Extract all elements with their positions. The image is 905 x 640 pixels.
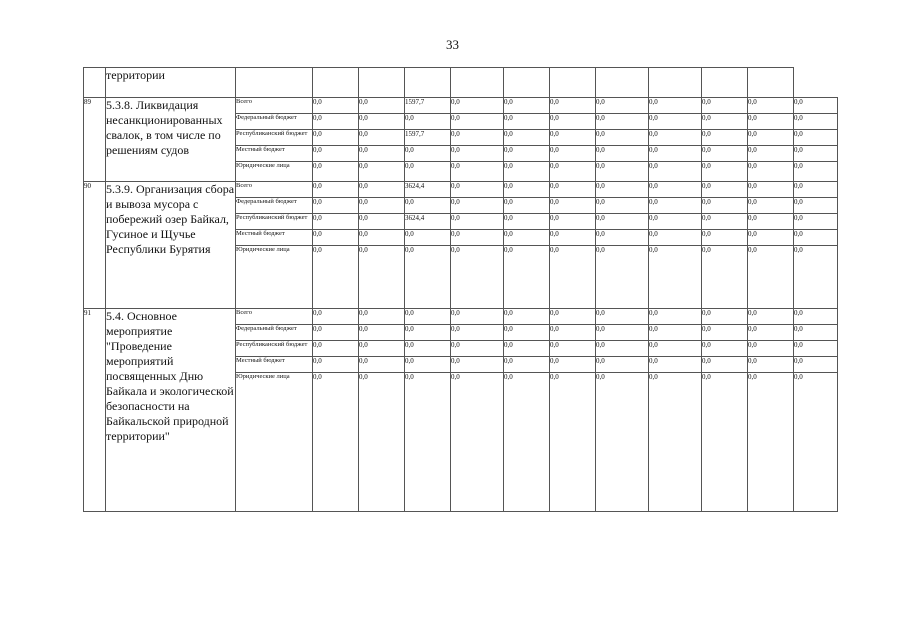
table-row <box>84 182 838 198</box>
value-cell: 0,0 <box>313 309 359 325</box>
funding-source-cell: Всего <box>236 182 313 198</box>
value-cell: 0,0 <box>748 246 794 309</box>
value-cell: 0,0 <box>359 341 405 357</box>
value-cell: 0,0 <box>313 130 359 146</box>
value-cell <box>748 68 794 98</box>
value-cell: 0,0 <box>359 246 405 309</box>
value-cell: 0,0 <box>702 162 748 182</box>
value-cell: 0,0 <box>359 230 405 246</box>
value-cell: 0,0 <box>649 246 702 309</box>
value-cell: 0,0 <box>794 114 838 130</box>
value-cell: 0,0 <box>748 114 794 130</box>
value-cell: 0,0 <box>596 214 649 230</box>
value-cell: 0,0 <box>550 146 596 162</box>
value-cell: 0,0 <box>702 341 748 357</box>
value-cell: 0,0 <box>550 114 596 130</box>
value-cell: 0,0 <box>313 246 359 309</box>
value-cell: 0,0 <box>504 214 550 230</box>
value-cell: 0,0 <box>359 357 405 373</box>
value-cell: 0,0 <box>359 325 405 341</box>
value-cell: 0,0 <box>313 182 359 198</box>
value-cell: 0,0 <box>794 341 838 357</box>
value-cell: 0,0 <box>702 198 748 214</box>
value-cell: 0,0 <box>504 146 550 162</box>
funding-source-cell: Федеральный бюджет <box>236 114 313 130</box>
value-cell: 0,0 <box>451 146 504 162</box>
value-cell: 0,0 <box>359 373 405 512</box>
value-cell: 0,0 <box>504 246 550 309</box>
value-cell <box>550 68 596 98</box>
value-cell <box>702 68 748 98</box>
value-cell: 0,0 <box>359 146 405 162</box>
value-cell: 0,0 <box>702 373 748 512</box>
value-cell: 0,0 <box>748 309 794 325</box>
budget-table <box>83 67 838 512</box>
value-cell: 0,0 <box>550 246 596 309</box>
table-row <box>84 98 838 114</box>
value-cell: 0,0 <box>649 130 702 146</box>
value-cell: 0,0 <box>794 162 838 182</box>
value-cell: 0,0 <box>702 114 748 130</box>
funding-source-cell: Юридические лица <box>236 246 313 309</box>
funding-source-cell: Местный бюджет <box>236 146 313 162</box>
value-cell: 0,0 <box>451 230 504 246</box>
value-cell: 0,0 <box>596 341 649 357</box>
funding-source-cell: Местный бюджет <box>236 230 313 246</box>
continuation-row <box>84 68 838 98</box>
value-cell: 0,0 <box>649 214 702 230</box>
value-cell: 0,0 <box>504 114 550 130</box>
value-cell: 0,0 <box>649 373 702 512</box>
value-cell: 0,0 <box>313 357 359 373</box>
value-cell: 0,0 <box>649 162 702 182</box>
value-cell <box>359 68 405 98</box>
value-cell: 0,0 <box>794 198 838 214</box>
value-cell: 0,0 <box>794 214 838 230</box>
value-cell: 0,0 <box>550 373 596 512</box>
value-cell: 0,0 <box>313 325 359 341</box>
value-cell: 0,0 <box>451 373 504 512</box>
value-cell: 0,0 <box>405 373 451 512</box>
value-cell: 0,0 <box>702 230 748 246</box>
value-cell: 0,0 <box>794 246 838 309</box>
value-cell: 0,0 <box>504 182 550 198</box>
value-cell: 0,0 <box>748 357 794 373</box>
value-cell: 0,0 <box>313 198 359 214</box>
funding-source-cell: Местный бюджет <box>236 357 313 373</box>
value-cell: 0,0 <box>504 98 550 114</box>
funding-source-cell: Юридические лица <box>236 373 313 512</box>
value-cell: 0,0 <box>649 309 702 325</box>
value-cell: 0,0 <box>313 114 359 130</box>
value-cell: 0,0 <box>748 230 794 246</box>
value-cell: 0,0 <box>451 130 504 146</box>
value-cell: 0,0 <box>596 98 649 114</box>
value-cell: 3624,4 <box>405 214 451 230</box>
value-cell: 0,0 <box>596 146 649 162</box>
funding-source-cell: Всего <box>236 98 313 114</box>
value-cell: 0,0 <box>504 309 550 325</box>
value-cell: 0,0 <box>405 162 451 182</box>
value-cell: 0,0 <box>702 309 748 325</box>
value-cell: 0,0 <box>359 214 405 230</box>
row-number-cell: 89 <box>84 98 106 182</box>
page-number: 33 <box>446 37 459 52</box>
value-cell: 0,0 <box>794 309 838 325</box>
value-cell: 0,0 <box>405 341 451 357</box>
value-cell: 0,0 <box>794 98 838 114</box>
value-cell: 0,0 <box>596 114 649 130</box>
value-cell: 0,0 <box>748 325 794 341</box>
value-cell: 0,0 <box>313 341 359 357</box>
funding-source-cell: Республиканский бюджет <box>236 130 313 146</box>
value-cell: 0,0 <box>649 357 702 373</box>
value-cell: 0,0 <box>702 246 748 309</box>
value-cell: 0,0 <box>359 130 405 146</box>
funding-source-cell: Юридические лица <box>236 162 313 182</box>
value-cell: 0,0 <box>748 341 794 357</box>
value-cell: 0,0 <box>748 214 794 230</box>
value-cell: 0,0 <box>596 373 649 512</box>
funding-source-cell <box>236 68 313 98</box>
value-cell: 0,0 <box>405 325 451 341</box>
value-cell: 0,0 <box>313 230 359 246</box>
table-body <box>84 68 838 512</box>
value-cell: 0,0 <box>596 357 649 373</box>
activity-name-cell: территории <box>106 68 236 98</box>
row-number-cell: 91 <box>84 309 106 512</box>
value-cell: 0,0 <box>794 146 838 162</box>
value-cell <box>313 68 359 98</box>
value-cell: 0,0 <box>451 198 504 214</box>
value-cell: 3624,4 <box>405 182 451 198</box>
value-cell: 0,0 <box>504 341 550 357</box>
value-cell: 0,0 <box>596 182 649 198</box>
value-cell: 0,0 <box>405 230 451 246</box>
value-cell: 0,0 <box>451 182 504 198</box>
activity-name-cell: 5.3.9. Организация сбора и вывоза мусора с побережий озер Байкал, Гусиное и Щучье Республики Бурятия <box>106 182 236 309</box>
value-cell <box>596 68 649 98</box>
value-cell: 0,0 <box>504 230 550 246</box>
value-cell: 0,0 <box>359 114 405 130</box>
value-cell: 0,0 <box>451 325 504 341</box>
value-cell: 0,0 <box>405 146 451 162</box>
table-row <box>84 309 838 325</box>
value-cell: 0,0 <box>702 182 748 198</box>
value-cell: 0,0 <box>596 198 649 214</box>
value-cell: 0,0 <box>405 246 451 309</box>
value-cell: 0,0 <box>649 114 702 130</box>
value-cell: 0,0 <box>649 341 702 357</box>
value-cell: 0,0 <box>649 325 702 341</box>
value-cell: 0,0 <box>451 114 504 130</box>
value-cell <box>451 68 504 98</box>
value-cell: 0,0 <box>649 198 702 214</box>
value-cell: 0,0 <box>748 130 794 146</box>
value-cell: 0,0 <box>359 198 405 214</box>
value-cell: 0,0 <box>313 373 359 512</box>
activity-name-cell: 5.4. Основное мероприятие "Проведение мероприятий посвященных Дню Байкала и экологической безопасности на Байкальской природной территории" <box>106 309 236 512</box>
value-cell <box>504 68 550 98</box>
value-cell: 0,0 <box>596 325 649 341</box>
value-cell: 0,0 <box>313 214 359 230</box>
value-cell: 1597,7 <box>405 98 451 114</box>
value-cell: 0,0 <box>702 130 748 146</box>
value-cell: 0,0 <box>596 162 649 182</box>
value-cell: 0,0 <box>702 325 748 341</box>
value-cell: 0,0 <box>649 230 702 246</box>
value-cell: 0,0 <box>794 230 838 246</box>
value-cell: 0,0 <box>313 146 359 162</box>
value-cell: 0,0 <box>405 309 451 325</box>
value-cell: 0,0 <box>451 214 504 230</box>
value-cell <box>405 68 451 98</box>
value-cell: 0,0 <box>504 325 550 341</box>
value-cell: 0,0 <box>405 114 451 130</box>
value-cell: 0,0 <box>504 373 550 512</box>
value-cell: 0,0 <box>451 98 504 114</box>
value-cell: 0,0 <box>794 373 838 512</box>
funding-source-cell: Республиканский бюджет <box>236 341 313 357</box>
value-cell: 0,0 <box>405 198 451 214</box>
value-cell: 0,0 <box>550 214 596 230</box>
value-cell: 0,0 <box>702 214 748 230</box>
value-cell: 0,0 <box>451 162 504 182</box>
value-cell: 0,0 <box>748 373 794 512</box>
value-cell: 0,0 <box>550 230 596 246</box>
value-cell: 0,0 <box>451 341 504 357</box>
activity-name-cell: 5.3.8. Ликвидация несанкционированных свалок, в том числе по решениям судов <box>106 98 236 182</box>
value-cell: 0,0 <box>794 130 838 146</box>
value-cell: 0,0 <box>596 309 649 325</box>
row-number-cell: 90 <box>84 182 106 309</box>
value-cell: 0,0 <box>596 246 649 309</box>
value-cell: 0,0 <box>649 146 702 162</box>
value-cell: 0,0 <box>649 98 702 114</box>
funding-source-cell: Всего <box>236 309 313 325</box>
value-cell <box>649 68 702 98</box>
value-cell: 0,0 <box>359 98 405 114</box>
value-cell: 0,0 <box>313 162 359 182</box>
value-cell: 0,0 <box>451 309 504 325</box>
value-cell: 0,0 <box>504 357 550 373</box>
funding-source-cell: Республиканский бюджет <box>236 214 313 230</box>
value-cell: 0,0 <box>702 98 748 114</box>
value-cell: 0,0 <box>550 341 596 357</box>
value-cell: 0,0 <box>504 198 550 214</box>
value-cell: 0,0 <box>451 246 504 309</box>
value-cell: 0,0 <box>748 98 794 114</box>
value-cell: 0,0 <box>748 198 794 214</box>
value-cell: 1597,7 <box>405 130 451 146</box>
value-cell: 0,0 <box>748 162 794 182</box>
value-cell: 0,0 <box>504 130 550 146</box>
value-cell: 0,0 <box>748 182 794 198</box>
value-cell: 0,0 <box>649 182 702 198</box>
value-cell: 0,0 <box>359 309 405 325</box>
value-cell: 0,0 <box>313 98 359 114</box>
value-cell: 0,0 <box>405 357 451 373</box>
value-cell: 0,0 <box>359 182 405 198</box>
value-cell: 0,0 <box>550 325 596 341</box>
value-cell: 0,0 <box>702 146 748 162</box>
value-cell: 0,0 <box>550 98 596 114</box>
value-cell: 0,0 <box>550 162 596 182</box>
value-cell: 0,0 <box>794 325 838 341</box>
value-cell: 0,0 <box>748 146 794 162</box>
value-cell: 0,0 <box>550 182 596 198</box>
value-cell: 0,0 <box>550 309 596 325</box>
value-cell: 0,0 <box>550 198 596 214</box>
row-number-cell <box>84 68 106 98</box>
value-cell: 0,0 <box>794 357 838 373</box>
value-cell: 0,0 <box>794 182 838 198</box>
value-cell: 0,0 <box>504 162 550 182</box>
funding-source-cell: Федеральный бюджет <box>236 325 313 341</box>
value-cell: 0,0 <box>550 357 596 373</box>
value-cell: 0,0 <box>596 230 649 246</box>
value-cell: 0,0 <box>550 130 596 146</box>
value-cell: 0,0 <box>596 130 649 146</box>
value-cell: 0,0 <box>451 357 504 373</box>
value-cell: 0,0 <box>359 162 405 182</box>
funding-source-cell: Федеральный бюджет <box>236 198 313 214</box>
value-cell: 0,0 <box>702 357 748 373</box>
